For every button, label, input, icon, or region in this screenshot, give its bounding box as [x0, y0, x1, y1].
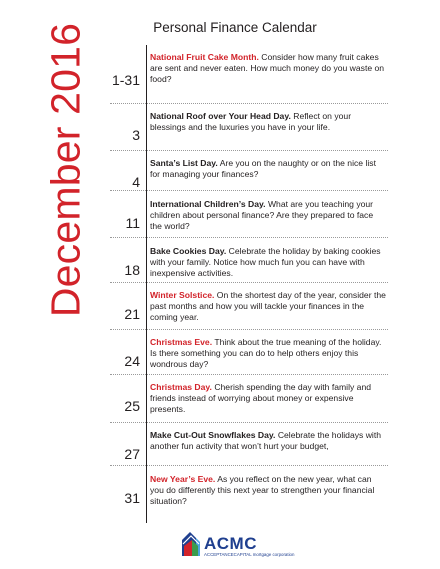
entry-text: [150, 52, 386, 85]
entry-date: 27: [124, 446, 140, 462]
entry-body: Reflect on your blessings and the luxuries you have in your life.: [150, 111, 352, 132]
entry-date: 18: [124, 262, 140, 278]
entry-date: 24: [124, 353, 140, 369]
entry-headline: Christmas Day.: [150, 382, 212, 392]
entry-date: 1-31: [111, 72, 140, 88]
entry-separator: [110, 282, 388, 283]
entry-body: Think about the true meaning of the holiday. Is there something you can do to help others enjoy this wondrous day?: [150, 337, 382, 369]
entry-separator: [110, 329, 388, 330]
entry-date: 3: [132, 127, 140, 143]
entry-body: What are you teaching your children about personal finance? Are they prepared to face the world?: [150, 199, 374, 231]
entry-separator: [110, 422, 388, 423]
logo-wordmark: ACMC: [204, 534, 257, 553]
month-label-text: December 2016: [42, 22, 89, 318]
entry-body: Cherish spending the day with family and friends instead of worrying about money or expensive presents.: [150, 382, 372, 414]
entry-separator: [110, 190, 388, 191]
entry-separator: [110, 150, 388, 151]
entry-headline: Bake Cookies Day.: [150, 246, 227, 256]
entry-body: As you reflect on the new year, what can you do differently this next year to strengthen your financial situation?: [150, 474, 375, 506]
logo-tagline: ACCEPTANCECAPITAL mortgage corporation: [204, 552, 295, 557]
entry-text: [150, 111, 386, 133]
entry-date: 31: [124, 490, 140, 506]
entry-separator: [110, 103, 388, 104]
entry-separator: [110, 465, 388, 466]
entry-text: [150, 382, 386, 415]
entry-headline: Christmas Eve.: [150, 337, 213, 347]
entry-body: On the shortest day of the year, consider the past months and how you will tackle your finances in the coming year.: [150, 290, 386, 322]
entry-text: [150, 290, 386, 323]
entry-body: Are you on the naughty or on the nice list for managing your finances?: [150, 158, 376, 179]
entry-separator: [110, 374, 388, 375]
entry-headline: New Year’s Eve.: [150, 474, 216, 484]
entry-text: [150, 158, 386, 180]
entry-headline: National Roof over Your Head Day.: [150, 111, 291, 121]
entry-separator: [110, 237, 388, 238]
entry-text: [150, 430, 386, 452]
acmc-logo-icon: [180, 530, 204, 558]
entry-headline: International Children’s Day.: [150, 199, 266, 209]
entry-text: [150, 246, 386, 279]
entry-body: Consider how many fruit cakes are sent and never eaten. How much money do you waste on food?: [150, 52, 385, 84]
entry-date: 4: [132, 174, 140, 190]
entry-text: [150, 199, 386, 232]
entry-text: [150, 474, 386, 507]
entry-text: [150, 337, 386, 370]
entry-headline: Make Cut-Out Snowflakes Day.: [150, 430, 276, 440]
company-logo: [180, 530, 295, 560]
entry-headline: Winter Solstice.: [150, 290, 215, 300]
entry-date: 11: [125, 215, 140, 231]
page-title-text: Personal Finance Calendar: [153, 20, 317, 35]
entry-headline: National Fruit Cake Month.: [150, 52, 259, 62]
entry-body: Celebrate the holidays with another fun activity that won’t hurt your budget,: [150, 430, 382, 451]
timeline-divider: [146, 45, 147, 523]
entry-date: 25: [124, 398, 140, 414]
entry-body: Celebrate the holiday by baking cookies with your family. Notice how much fun you can have with inexpensive activities.: [150, 246, 381, 278]
entry-headline: Santa’s List Day.: [150, 158, 218, 168]
entry-date: 21: [124, 306, 140, 322]
